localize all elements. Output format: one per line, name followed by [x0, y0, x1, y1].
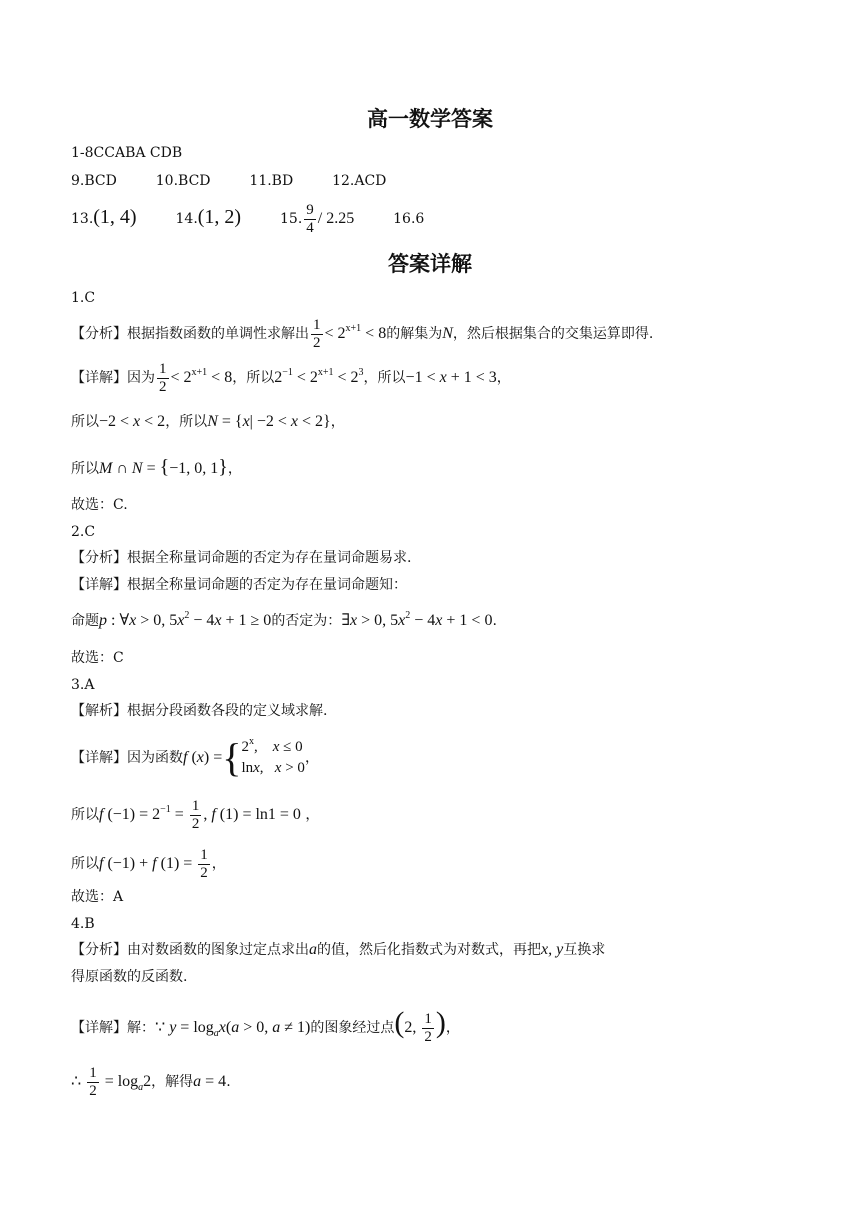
answer-15-tail: / 2.25: [317, 210, 355, 227]
text: ，所以: [165, 414, 208, 430]
q4-line2: ∴ $\frac{1}{2}$ = $\log_a2$，解得a = 4.: [71, 1064, 231, 1099]
q1-conclusion: 故选：C.: [71, 497, 128, 513]
q1-analysis: 【分析】根据指数函数的单调性求解出 $\frac{1}{2}$ < $2^{x+1} < 8$的解集为N，然后根据集合的交集运算即得.: [71, 316, 654, 351]
q3-line2: 所以f (−1) + f (1) = $\frac{1}{2}$ ，: [71, 846, 226, 881]
q1-head: 1.C: [71, 290, 96, 306]
text: 的否定为：: [271, 613, 342, 629]
text: 【分析】由对数函数的图象过定点求出: [71, 942, 309, 958]
answer-15-fraction: [304, 202, 316, 237]
q2-conclusion: 故选：C: [71, 650, 124, 666]
answer-11: 11.BD: [249, 173, 294, 189]
answer-13-label: 13.: [71, 211, 94, 227]
answers-row-2: [71, 171, 386, 191]
page-title: 高一数学答案: [367, 107, 493, 131]
q2-detail: 【详解】根据全称量词命题的否定为存在量词命题知：: [71, 577, 407, 593]
text: 所以: [71, 807, 99, 823]
text: ，然后根据集合的交集运算即得.: [452, 326, 654, 342]
q2-head: 2.C: [71, 524, 96, 540]
q4-analysis-cont: 得原函数的反函数.: [71, 969, 188, 985]
text: 【详解】因为函数: [71, 750, 183, 766]
text: ，所以: [232, 370, 275, 386]
q3-head: 3.A: [71, 677, 95, 693]
q3-conclusion: 故选：A: [71, 889, 124, 905]
q1-line2: 所以−2 < x < 2，所以N = {x| −2 < x < 2}，: [71, 413, 345, 430]
answers-row-3: [71, 200, 424, 237]
text: 【详解】因为: [71, 370, 155, 386]
q4-analysis: 【分析】由对数函数的图象过定点求出a的值，然后化指数式为对数式，再把x, y互换求: [71, 941, 606, 958]
text: 【详解】解：: [71, 1020, 155, 1036]
q4-head: 4.B: [71, 916, 95, 932]
text: 的解集为: [386, 326, 443, 342]
answer-9: 9.BCD: [71, 173, 117, 189]
frac-den: 4: [306, 219, 314, 236]
text: 所以: [71, 461, 99, 477]
text: ，所以: [363, 370, 406, 386]
q3-line1: 所以f $(-1) = 2^{-1}$ = $\frac{1}{2}$ , f (1) = ln1 = 0 ，: [71, 797, 320, 832]
answer-13-value: (1, 4): [93, 206, 137, 228]
answers-row-1: 1-8CCABA CDB: [71, 145, 183, 161]
q3-analysis: 【解析】根据分段函数各段的定义域求解.: [71, 703, 328, 719]
answer-16: 16.6: [393, 211, 425, 227]
q2-analysis: 【分析】根据全称量词命题的否定为存在量词命题易求.: [71, 550, 412, 566]
text: 【分析】根据指数函数的单调性求解出: [71, 326, 309, 342]
text: 所以: [71, 856, 99, 872]
q1-line3: 所以M ∩ N = {−1, 0, 1}，: [71, 456, 242, 478]
q1-detail: 【详解】因为 $\frac{1}{2}$ < $2^{x+1} < 8$，所以$2^{-1} < 2^{x+1} < 2^3$，所以−1 < x + 1 < 3，: [71, 360, 511, 395]
text: 的图象经过点: [310, 1020, 395, 1036]
answer-15-label: 15.: [280, 211, 303, 227]
text: 所以: [71, 414, 99, 430]
text: 的值，然后化指数式为对数式，再把: [317, 942, 541, 958]
answer-14-label: 14.: [175, 211, 198, 227]
q4-detail: 【详解】解：∵ $y = \log_ax(a > 0$, a ≠ 1)的图象经过点(2, $\frac{1}{2}$ )，: [71, 1006, 460, 1045]
frac-num: 9: [306, 201, 314, 218]
answer-14-value: (1, 2): [197, 206, 242, 228]
answer-10: 10.BCD: [155, 173, 211, 189]
text: 命题: [71, 613, 99, 629]
detail-title: 答案详解: [388, 252, 472, 276]
q2-proposition: 命题p : ∀x > 0, $5x^2 - 4x + 1 \ge 0$的否定为：∃x > 0, $5x^2 - 4x + 1 < 0$.: [71, 610, 497, 629]
text: 互换求: [563, 942, 606, 958]
text: ，解得: [151, 1074, 194, 1090]
answer-12: 12.ACD: [332, 173, 387, 189]
q3-detail: 【详解】因为函数f (x) ={ 2$^x$, x ≤ 0 lnx, x > 0 ，: [71, 735, 319, 780]
